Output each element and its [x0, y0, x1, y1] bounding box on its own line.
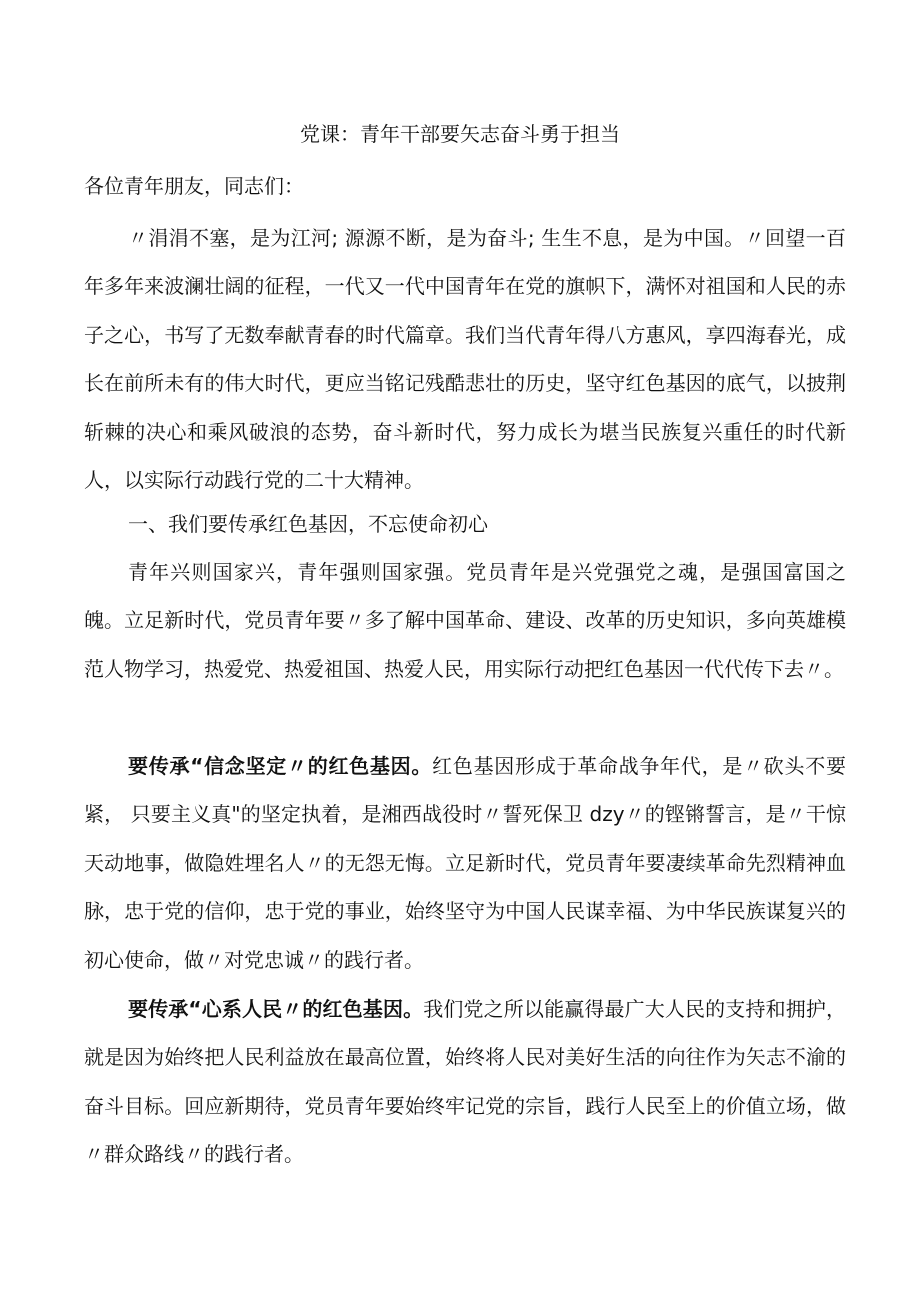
intro-paragraph: 〃涓涓不塞，是为江河; 源源不断，是为奋斗; 生生不息，是为中国。〃回望一百年多年来波澜壮阔的征程，一代又一代中国青年在党的旗帜下，满怀对祖国和人民的赤子之心，书写了无数奉献青春的时代篇章。我们当代青年得八方惠风，享四海春光，成长在前所未有的伟大时代，更应当铭记残酷悲壮的历史，坚守红色基因的底气，以披荆斩棘的决心和乘风破浪的态势，奋斗新时代，努力成长为堪当民族复兴重任的时代新人，以实际行动践行党的二十大精神。 — [84, 226, 846, 493]
document-title: 党课：青年干部要矢志奋斗勇于担当 — [300, 122, 620, 146]
section-heading-1: 一、我们要传承红色基因，不忘使命初心 — [128, 512, 488, 536]
section-1-paragraph: 青年兴则国家兴，青年强则国家强。党员青年是兴党强党之魂，是强国富国之魄。立足新时代，党员青年要〃多了解中国革命、建设、改革的历史知识，多向英雄模范人物学习，热爱党、热爱祖国、热爱人民，用实际行动把红色基因一代代传下去〃。 — [84, 560, 846, 681]
red-gene-belief-paragraph — [84, 742, 846, 984]
red-gene-people-paragraph — [84, 985, 846, 1179]
red-gene-people-lead: 要传承“心系人民〃的红色基因。 — [128, 997, 424, 1021]
salutation: 各位青年朋友，同志们： — [84, 174, 304, 198]
red-gene-belief-body: 红色基因形成于革命战争年代，是〃砍头不要紧， 只要主义真"的坚定执着，是湘西战役时〃誓死保卫 dzy〃的铿锵誓言，是〃干惊天动地事，做隐姓埋名人〃的无怨无悔。立足新时代，党员青年要凄续革命先烈精神血脉，忠于党的信仰，忠于党的事业，始终坚守为中国人民谋幸福、为中华民族谋复兴的初心使命，做〃对党忠诚〃的践行者。 — [84, 754, 846, 972]
red-gene-belief-lead: 要传承“信念坚定〃的红色基因。 — [128, 754, 433, 778]
red-gene-people-body: 我们党之所以能赢得最广大人民的支持和拥护，就是因为始终把人民利益放在最高位置，始终将人民对美好生活的向往作为矢志不渝的奋斗目标。回应新期待，党员青年要始终牢记党的宗旨，践行人民至上的价值立场，做〃群众路线〃的践行者。 — [84, 997, 847, 1167]
